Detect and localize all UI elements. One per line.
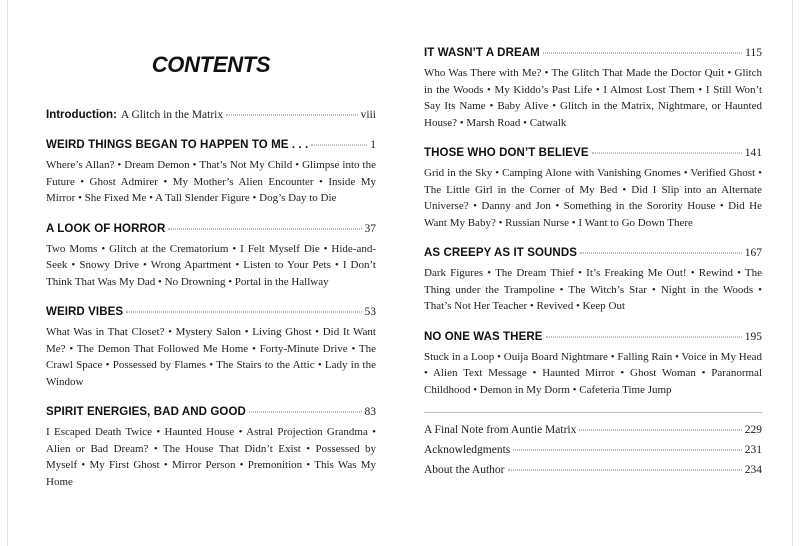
- dotted-leader: [168, 228, 361, 229]
- back-matter-entry: [424, 463, 762, 478]
- dotted-leader: [249, 412, 362, 413]
- section-heading: WEIRD THINGS BEGAN TO HAPPEN TO ME . . .: [46, 139, 309, 151]
- back-matter-page-number: 234: [744, 464, 762, 476]
- intro-title: A Glitch in the Matrix: [120, 109, 224, 121]
- back-matter-page-number: 231: [744, 444, 762, 456]
- dotted-leader: [226, 115, 358, 116]
- toc-section: [46, 138, 376, 207]
- section-heading-row: [46, 222, 376, 237]
- section-page-number: 53: [364, 306, 376, 318]
- section-page-number: 167: [744, 247, 762, 259]
- back-matter: [424, 412, 762, 478]
- section-heading: NO ONE WAS THERE: [424, 330, 543, 343]
- section-heading-row: [46, 138, 376, 153]
- section-heading-row: [424, 146, 762, 161]
- back-matter-entry: [424, 443, 762, 458]
- toc-section: [424, 330, 762, 399]
- section-page-number: 115: [745, 47, 762, 59]
- page-edge-left: [7, 0, 8, 546]
- intro-entry: [46, 108, 376, 123]
- section-page-number: 83: [364, 406, 376, 418]
- back-matter-entry: [424, 423, 762, 438]
- dotted-leader: [513, 450, 742, 451]
- dotted-leader: [126, 312, 361, 313]
- toc-section: [46, 305, 376, 390]
- section-description: Grid in the Sky • Camping Alone with Vanishing Gnomes • Verified Ghost • The Little Girl in the Corner of My Bed • Did I Slip into an Alternate Universe? • Danny and Jon • Something in the Sorority House • Did He Want My Baby? • Russian Nurse • I Want to Go Down There: [424, 167, 762, 229]
- toc-section: [424, 46, 762, 131]
- section-page-number: 37: [364, 222, 376, 235]
- dotted-leader: [546, 336, 742, 337]
- right-page: [424, 46, 762, 478]
- section-page-number: 141: [744, 147, 762, 159]
- section-heading-row: [46, 305, 376, 320]
- contents-title: CONTENTS: [151, 52, 271, 77]
- page-edge-right: [792, 0, 793, 546]
- toc-section: [424, 246, 762, 315]
- dotted-leader: [311, 145, 367, 146]
- back-matter-title: About the Author: [424, 464, 505, 476]
- section-description: Who Was There with Me? • The Glitch That Made the Doctor Quit • Glitch in the Woods • My Kiddo’s Past Life • I Almost Lost Them • I Still Won’t Say Its Name • Baby Alive • Glitch in the Matrix, Nightmare, or Haunted House? • Marsh Road • Catwalk: [424, 67, 762, 129]
- dotted-leader: [592, 153, 742, 154]
- toc-section: [46, 405, 376, 490]
- section-heading: THOSE WHO DON’T BELIEVE: [424, 147, 589, 159]
- dotted-leader: [508, 470, 742, 471]
- section-page-number: 195: [744, 330, 762, 343]
- section-description: Stuck in a Loop • Ouija Board Nightmare • Falling Rain • Voice in My Head • Alien Text Message • Haunted Mirror • Ghost Woman • Paranormal Childhood • Demon in My Dorm • Cafeteria Time Jump: [424, 350, 762, 396]
- back-matter-page-number: 229: [744, 424, 762, 436]
- section-heading: IT WASN’T A DREAM: [424, 47, 540, 59]
- section-description: Dark Figures • The Dream Thief • It’s Freaking Me Out! • Rewind • The Thing under the Trampoline • The Witch’s Star • Night in the Woods • That’s Not Her Teacher • Revived • Keep Out: [424, 267, 762, 312]
- left-page: [46, 52, 376, 490]
- back-matter-title: A Final Note from Auntie Matrix: [424, 424, 577, 436]
- section-description: I Escaped Death Twice • Haunted House • Astral Projection Grandma • Alien or Bad Dream? • The House That Didn’t Exist • Possessed by Myself • My First Ghost • Mirror Person • Premonition • This Was My Home: [46, 426, 376, 488]
- section-heading: A LOOK OF HORROR: [46, 222, 166, 235]
- section-description: Where’s Allan? • Dream Demon • That’s Not My Child • Glimpse into the Future • Ghost Admirer • My Mother’s Alien Encounter • Inside My Mirror • She Fixed Me • A Tall Slender Figure • Dog’s Day to Die: [46, 159, 376, 204]
- section-page-number: 1: [370, 139, 376, 151]
- section-heading: WEIRD VIBES: [46, 306, 124, 318]
- toc-section: [46, 222, 376, 291]
- back-matter-title: Acknowledgments: [424, 444, 511, 456]
- section-heading: SPIRIT ENERGIES, BAD AND GOOD: [46, 406, 246, 418]
- section-heading-row: [424, 46, 762, 61]
- section-heading: AS CREEPY AS IT SOUNDS: [424, 247, 578, 259]
- back-matter-divider: [424, 412, 762, 413]
- section-description: What Was in That Closet? • Mystery Salon • Living Ghost • Did It Want Me? • The Demon That Followed Me Home • Forty-Minute Drive • The Crawl Space • Possessed by Flames • The Stairs to the Attic • Lady in the Window: [46, 326, 376, 388]
- toc-section: [424, 146, 762, 231]
- section-heading-row: [424, 330, 762, 345]
- intro-page-number: viii: [360, 109, 376, 121]
- section-heading-row: [46, 405, 376, 420]
- section-heading-row: [424, 246, 762, 261]
- dotted-leader: [580, 253, 742, 254]
- intro-label: Introduction:: [46, 109, 117, 121]
- dotted-leader: [579, 430, 741, 431]
- section-description: Two Moms • Glitch at the Crematorium • I Felt Myself Die • Hide-and-Seek • Snowy Drive • Wrong Apartment • Listen to Your Pets • I Don’t Think That Was My Dad • No Drowning • Portal in the Hallway: [46, 242, 376, 288]
- dotted-leader: [543, 53, 742, 54]
